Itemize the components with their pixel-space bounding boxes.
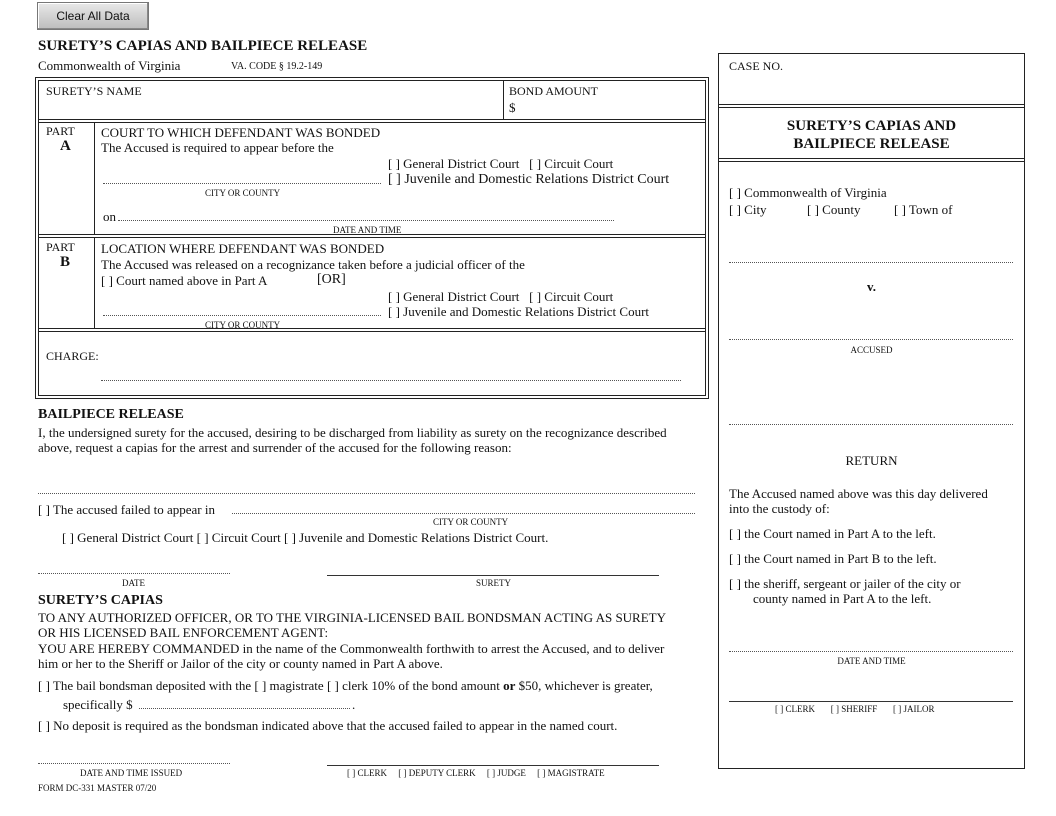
- issued-date-label: DATE AND TIME ISSUED: [80, 768, 183, 778]
- part-b-court-named-checkbox[interactable]: [ ] Court named above in Part A: [101, 273, 268, 288]
- capias-heading: SURETY’S CAPIAS: [38, 593, 163, 608]
- part-b-heading: LOCATION WHERE DEFENDANT WAS BONDED: [101, 241, 385, 256]
- return-part-b-checkbox[interactable]: [ ] the Court named in Part B to the left.: [729, 551, 937, 566]
- right-town-checkbox[interactable]: [ ] Town of: [894, 202, 953, 217]
- deposit-checkbox[interactable]: [38, 678, 653, 694]
- part-a-city-field[interactable]: [103, 183, 381, 184]
- deposit-text-b: $50, whichever is greater,: [518, 678, 653, 693]
- capias-line-1: TO ANY AUTHORIZED OFFICER, OR TO THE VIRGINIA-LICENSED BAIL BONDSMAN ACTING AS SURETY: [38, 610, 666, 625]
- part-a-court-checkboxes[interactable]: [ ] General District Court [ ] Circuit Court: [388, 156, 614, 171]
- bailpiece-para-2: above, request a capias for the arrest and surrender of the accused for the following reason:: [38, 440, 512, 455]
- part-a-date-label: DATE AND TIME: [333, 225, 402, 235]
- part-b-court-checkboxes[interactable]: [ ] General District Court [ ] Circuit Court: [388, 289, 614, 304]
- form-number: FORM DC-331 MASTER 07/20: [38, 783, 157, 793]
- right-title-1: SURETY’S CAPIAS AND: [786, 118, 957, 134]
- part-a-heading: COURT TO WHICH DEFENDANT WAS BONDED: [101, 125, 381, 140]
- accused-field[interactable]: [729, 339, 1013, 340]
- case-no-label: CASE NO.: [729, 59, 784, 73]
- versus-label: v.: [866, 279, 877, 294]
- commonwealth-label: Commonwealth of Virginia: [38, 58, 181, 73]
- va-code: VA. CODE § 19.2-149: [231, 61, 323, 72]
- capias-line-2: OR HIS LICENSED BAIL ENFORCEMENT AGENT:: [38, 625, 329, 640]
- surety-name-field[interactable]: [108, 100, 488, 116]
- return-heading: RETURN: [845, 453, 898, 468]
- bond-amount-field[interactable]: [520, 100, 690, 116]
- no-deposit-checkbox[interactable]: [ ] No deposit is required as the bondsman indicated above that the accused failed to appear in the named court.: [38, 718, 618, 733]
- right-title-2: BAILPIECE RELEASE: [793, 136, 950, 152]
- deposit-amount-field[interactable]: [139, 708, 350, 709]
- clear-all-data-button[interactable]: Clear All Data: [37, 2, 149, 30]
- issuer-signature-line[interactable]: [327, 765, 659, 766]
- return-text-1: The Accused named above was this day delivered: [729, 486, 988, 501]
- right-county-checkbox[interactable]: [ ] County: [807, 202, 861, 217]
- surety-signature-label: SURETY: [476, 578, 512, 588]
- return-text-2: into the custody of:: [729, 501, 830, 516]
- issuer-role-checkboxes[interactable]: [ ] CLERK [ ] DEPUTY CLERK [ ] JUDGE [ ] MAGISTRATE: [347, 768, 605, 778]
- part-b-city-label: CITY OR COUNTY: [205, 320, 281, 330]
- part-b-jdr-checkbox[interactable]: [ ] Juvenile and Domestic Relations District Court: [388, 304, 650, 319]
- part-b-city-field[interactable]: [103, 315, 381, 316]
- part-a-date-field[interactable]: [118, 220, 614, 221]
- part-a-letter: A: [60, 138, 71, 154]
- issued-date-field[interactable]: [38, 763, 230, 764]
- release-date-label: DATE: [122, 578, 145, 588]
- part-b-text: The Accused was released on a recognizance taken before a judicial officer of the: [101, 257, 525, 272]
- part-b-label: PART: [46, 240, 75, 254]
- return-sheriff-text-2: county named in Part A to the left.: [753, 591, 932, 606]
- right-city-checkbox[interactable]: [ ] City: [729, 202, 767, 217]
- case-no-field[interactable]: [740, 74, 1010, 100]
- part-a-on-label: on: [103, 209, 116, 224]
- charge-field[interactable]: [101, 380, 681, 381]
- part-a-city-label: CITY OR COUNTY: [205, 188, 281, 198]
- bond-amount-label: BOND AMOUNT: [509, 84, 599, 98]
- reason-field[interactable]: [38, 493, 695, 494]
- return-part-a-checkbox[interactable]: [ ] the Court named in Part A to the left.: [729, 526, 936, 541]
- failed-city-field[interactable]: [232, 513, 695, 514]
- bond-dollar-sign: $: [509, 100, 516, 115]
- part-b-or-label: [OR]: [317, 272, 346, 287]
- return-signature-line[interactable]: [729, 701, 1013, 702]
- accused-label: ACCUSED: [850, 345, 893, 355]
- surety-name-label: SURETY’S NAME: [46, 84, 142, 98]
- capias-line-3: YOU ARE HEREBY COMMANDED in the name of the Commonwealth forthwith to arrest the Accused, and to deliver: [38, 641, 665, 656]
- surety-signature-line[interactable]: [327, 575, 659, 576]
- capias-line-4: him or her to the Sheriff or Jailor of the city or county named in Part A above.: [38, 656, 443, 671]
- deposit-period: .: [352, 697, 356, 712]
- form-title: SURETY’S CAPIAS AND BAILPIECE RELEASE: [38, 38, 368, 54]
- return-sheriff-checkbox[interactable]: [ ] the sheriff, sergeant or jailer of the city or: [729, 576, 961, 591]
- charge-label: CHARGE:: [46, 349, 99, 363]
- part-a-text: The Accused is required to appear before the: [101, 140, 334, 155]
- return-date-field[interactable]: [729, 651, 1013, 652]
- failed-court-checkboxes[interactable]: [ ] General District Court [ ] Circuit Court [ ] Juvenile and Domestic Relations District Court.: [62, 530, 549, 545]
- deposit-or: or: [503, 678, 516, 693]
- right-jurisdiction-field[interactable]: [729, 262, 1013, 263]
- release-date-field[interactable]: [38, 573, 230, 574]
- right-commonwealth-checkbox[interactable]: [ ] Commonwealth of Virginia: [729, 185, 887, 200]
- bailpiece-para-1: I, the undersigned surety for the accused, desiring to be discharged from liability as surety on the recognizance described: [38, 425, 667, 440]
- deposit-text-a: [ ] The bail bondsman deposited with the [ ] magistrate [ ] clerk 10% of the bond amount: [38, 678, 500, 693]
- specifically-label: specifically $: [63, 697, 133, 712]
- return-role-checkboxes[interactable]: [ ] CLERK [ ] SHERIFF [ ] JAILOR: [775, 704, 935, 714]
- part-a-jdr-checkbox[interactable]: [ ] Juvenile and Domestic Relations District Court: [388, 172, 670, 187]
- accused-extra-field[interactable]: [729, 424, 1013, 425]
- bailpiece-heading: BAILPIECE RELEASE: [38, 407, 184, 422]
- failed-city-label: CITY OR COUNTY: [433, 517, 509, 527]
- part-b-letter: B: [60, 254, 71, 270]
- failed-to-appear-checkbox[interactable]: [ ] The accused failed to appear in: [38, 502, 215, 517]
- return-date-label: DATE AND TIME: [837, 656, 906, 666]
- part-a-label: PART: [46, 124, 75, 138]
